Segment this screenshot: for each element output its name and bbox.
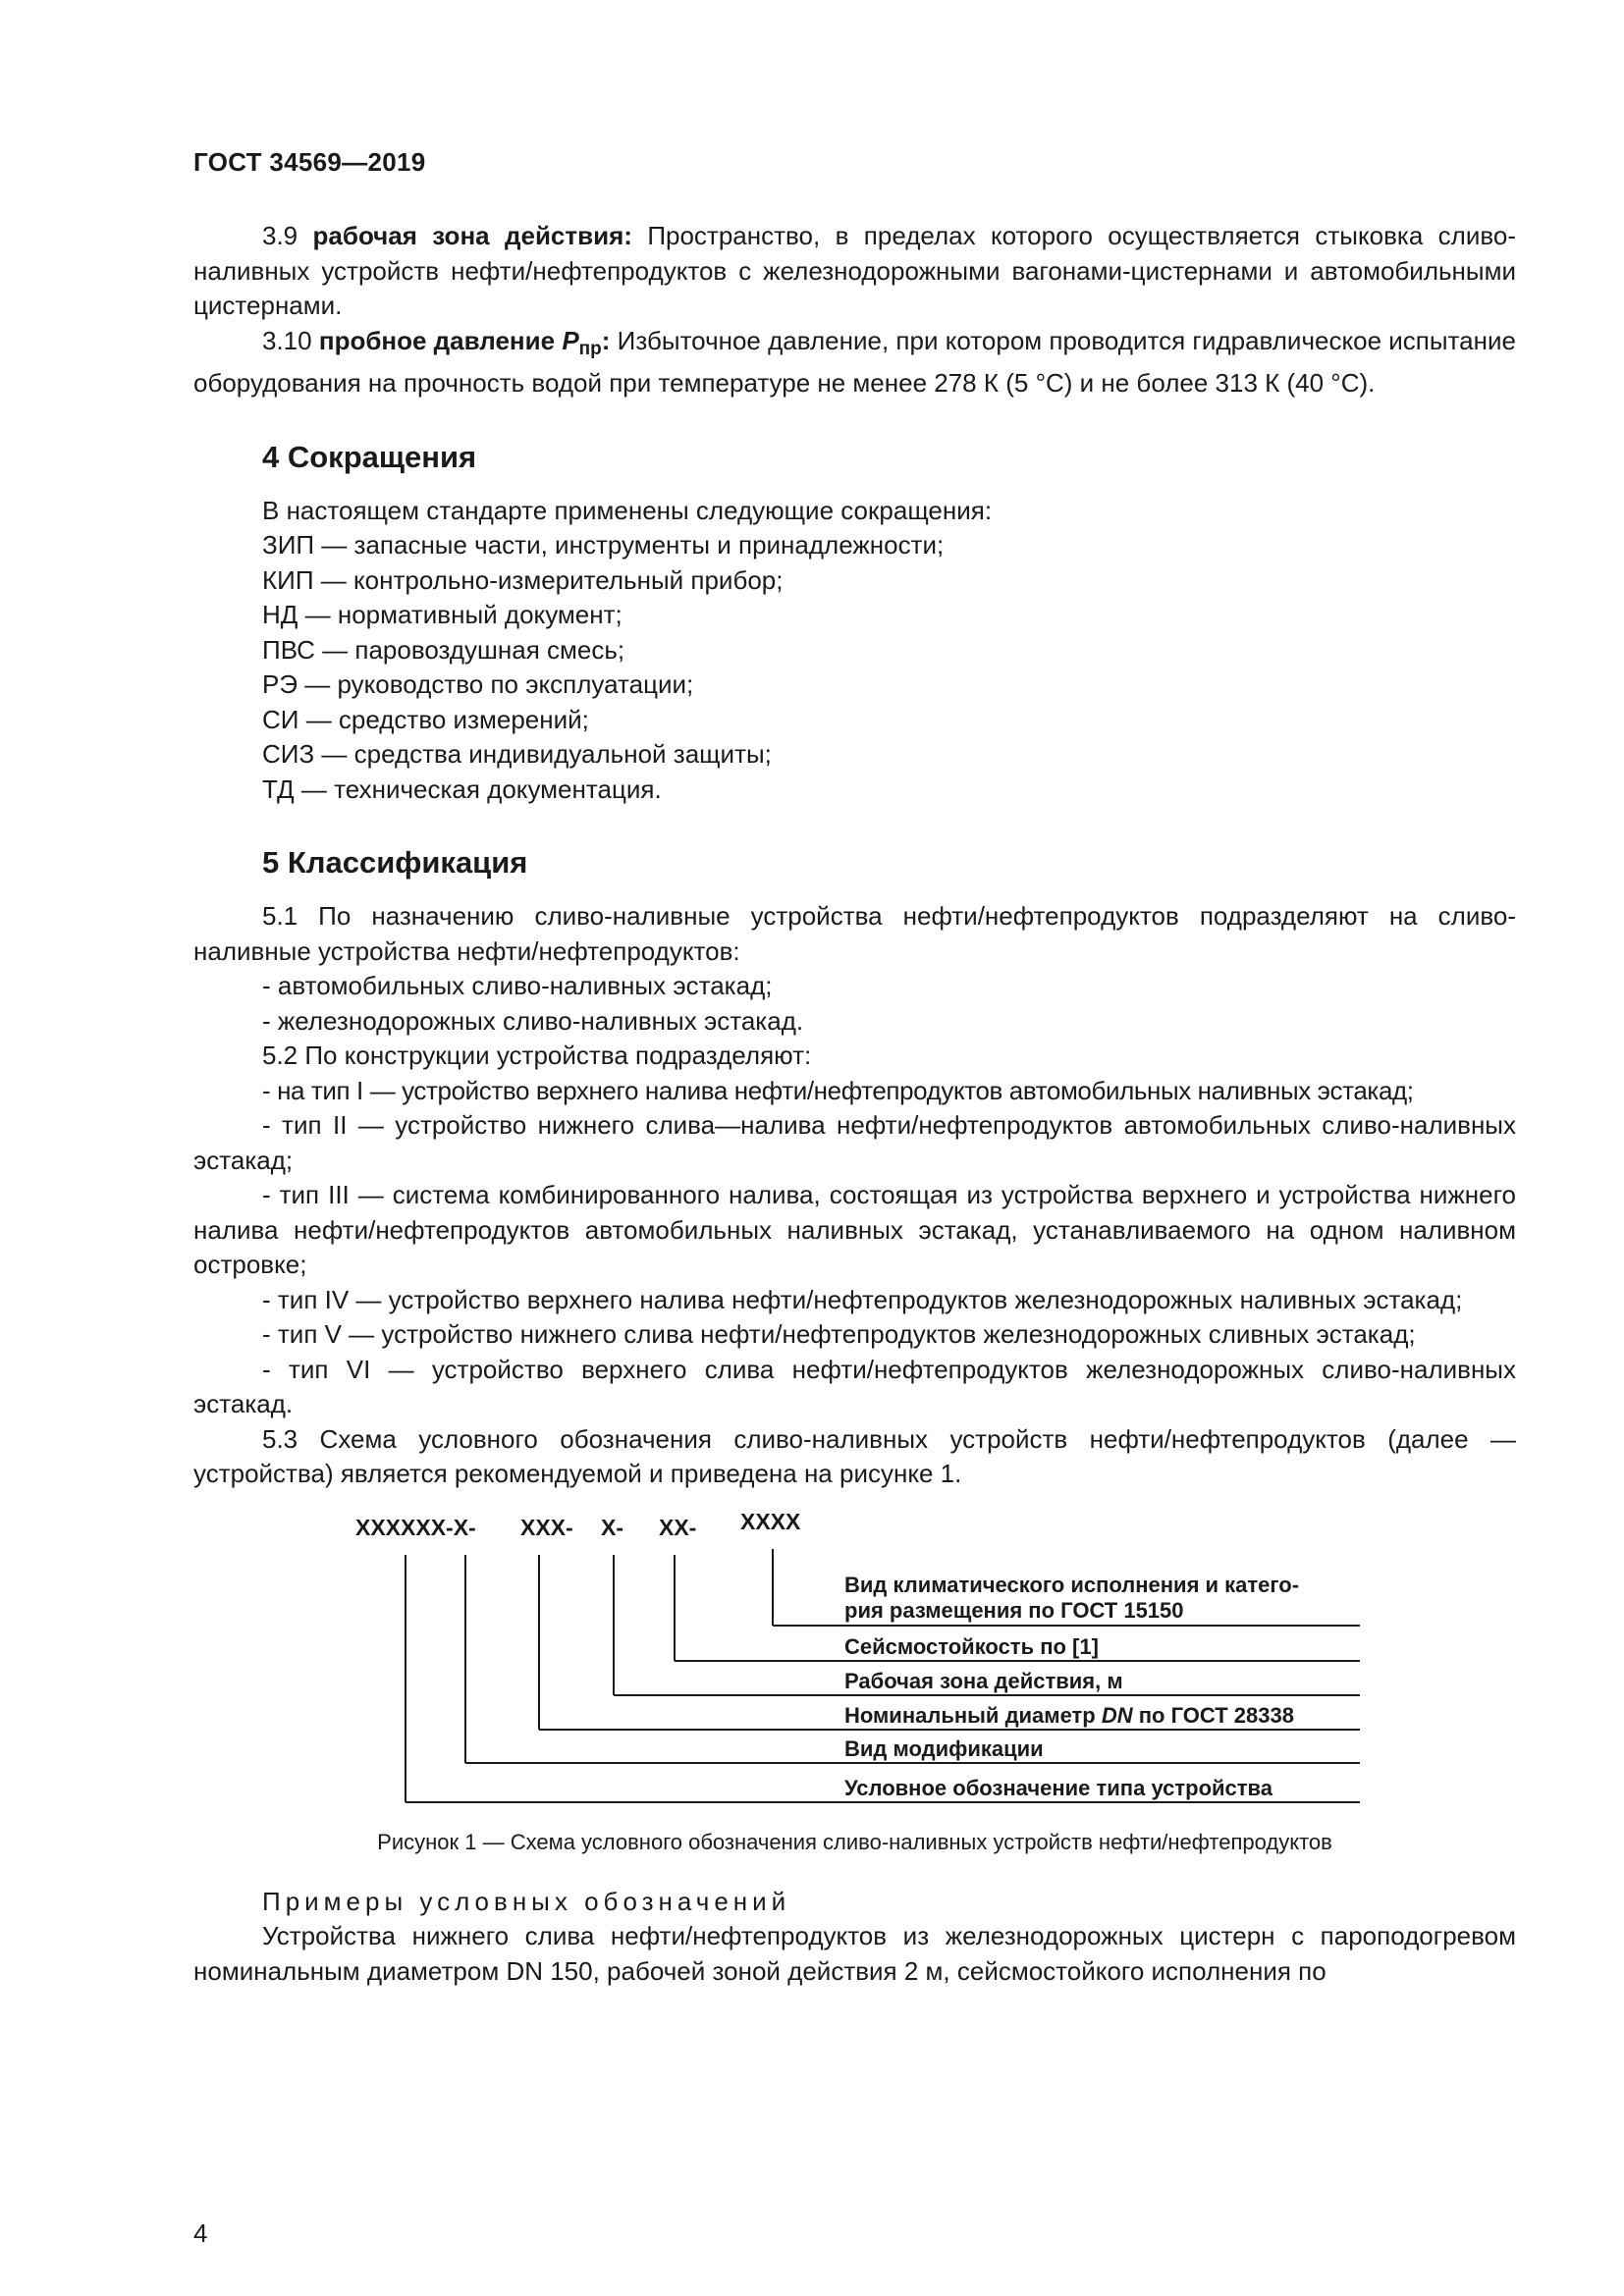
abbreviation-item: ТД — техническая документация.: [262, 774, 662, 804]
code-seismic: XX-: [659, 1514, 697, 1540]
definition: Избыточное давление, при котором проводится гидравлическое испытание оборудования на прочность водой при температуре не менее 278 К (5 °С) и не более 313 К (40 °С).: [193, 325, 1516, 398]
examples-heading: Примеры условных обозначений: [262, 1886, 791, 1916]
list-item: - тип III — система комбинированного налива, состоящая из устройства верхнего и устройства нижнего налива нефти/нефтепродуктов автомобильных наливных эстакад, устанавливаемого на одном наливном островке;: [193, 1180, 1516, 1279]
list-item: - автомобильных сливо-наливных эстакад;: [262, 971, 773, 1000]
figure-1: [193, 1504, 1516, 1828]
code-climatic: XXXX: [740, 1508, 801, 1534]
label-modification: Вид модификации: [844, 1735, 1044, 1761]
symbol: P: [562, 325, 579, 355]
abbreviation-item: РЭ — руководство по эксплуатации;: [262, 669, 694, 699]
label-seismic: Сейсмостойкость по [1]: [844, 1633, 1099, 1659]
list-item: - тип II — устройство нижнего слива—налива нефти/нефтепродуктов автомобильных сливо-наливных эстакад;: [193, 1110, 1516, 1175]
list-item: - тип V — устройство нижнего слива нефти/нефтепродуктов железнодорожных сливных эстакад;: [262, 1319, 1416, 1349]
symbol-subscript: пр: [578, 338, 602, 359]
label-type: Условное обозначение типа устройства: [844, 1775, 1273, 1800]
document-id: ГОСТ 34569—2019: [193, 147, 426, 177]
label-climatic-2: рия размещения по ГОСТ 15150: [844, 1597, 1184, 1623]
section-4-title: 4 Сокращения: [262, 439, 477, 474]
clause-5-2: 5.2 По конструкции устройства подразделяют:: [262, 1041, 812, 1070]
abbreviation-item: ЗИП — запасные части, инструменты и принадлежности;: [262, 530, 945, 560]
colon: :: [601, 325, 611, 355]
code-diameter: XXX-: [520, 1514, 573, 1540]
list-item: - тип VI — устройство верхнего слива нефти/нефтепродуктов железнодорожных сливо-наливных эстакад.: [193, 1354, 1516, 1418]
definition: Пространство, в пределах которого осуществляется стыковка сливо-наливных устройств нефти/нефтепродуктов с железнодорожными вагонами-цистернами и автомобильными цистернами.: [193, 221, 1516, 320]
page-body: [193, 219, 1516, 1989]
abbreviation-item: НД — нормативный документ;: [262, 600, 623, 629]
figure-caption: Рисунок 1 — Схема условного обозначения сливо-наливных устройств нефти/нефтепродуктов: [377, 1829, 1332, 1854]
code-type: XXXXXX-X-: [355, 1514, 476, 1540]
term: пробное давление: [318, 325, 556, 355]
clause-number: 3.10: [262, 325, 312, 355]
page-number: 4: [193, 2218, 208, 2248]
label-climatic-1: Вид климатического исполнения и катего-: [844, 1572, 1300, 1597]
clause-3-9: [193, 219, 1516, 324]
label-work-zone: Рабочая зона действия, м: [844, 1668, 1123, 1693]
label-diameter: Номинальный диаметр DN по ГОСТ 28338: [844, 1702, 1294, 1728]
abbreviation-item: ПВС — паровоздушная смесь;: [262, 634, 625, 665]
abbreviation-item: СИ — средство измерений;: [262, 704, 589, 734]
abbreviation-item: КИП — контрольно-измерительный прибор;: [262, 564, 784, 595]
list-item: - железнодорожных сливо-наливных эстакад.: [262, 1005, 804, 1036]
term: рабочая зона действия:: [312, 221, 632, 250]
list-item: - тип IV — устройство верхнего налива нефти/нефтепродуктов железнодорожных наливных эстакад;: [262, 1284, 1463, 1314]
clause-number: 3.9: [262, 221, 298, 250]
designation-scheme-diagram: [193, 1504, 1516, 1828]
abbreviation-item: СИЗ — средства индивидуальной защиты;: [262, 739, 772, 769]
code-work-zone: X-: [601, 1514, 623, 1540]
clause-5-1: 5.1 По назначению сливо-наливные устройства нефти/нефтепродуктов подразделяют на сливо-наливные устройства нефти/нефтепродуктов:: [193, 901, 1516, 966]
examples-text: Устройства нижнего слива нефти/нефтепродуктов из железнодорожных цистерн с пароподогревом номинальным диаметром DN 150, рабочей зоной действия 2 м, сейсмостойкого исполнения по: [193, 1921, 1516, 1986]
clause-3-10: [193, 324, 1516, 401]
section-5-title: 5 Классификация: [262, 845, 528, 880]
abbreviations-intro: В настоящем стандарте применены следующие сокращения:: [262, 495, 993, 525]
clause-5-3: 5.3 Схема условного обозначения сливо-наливных устройств нефти/нефтепродуктов (далее — устройства) является рекомендуемой и приведена на рисунке 1.: [193, 1423, 1516, 1488]
list-item: - на тип I — устройство верхнего налива нефти/нефтепродуктов автомобильных наливных эстакад;: [262, 1075, 1414, 1105]
